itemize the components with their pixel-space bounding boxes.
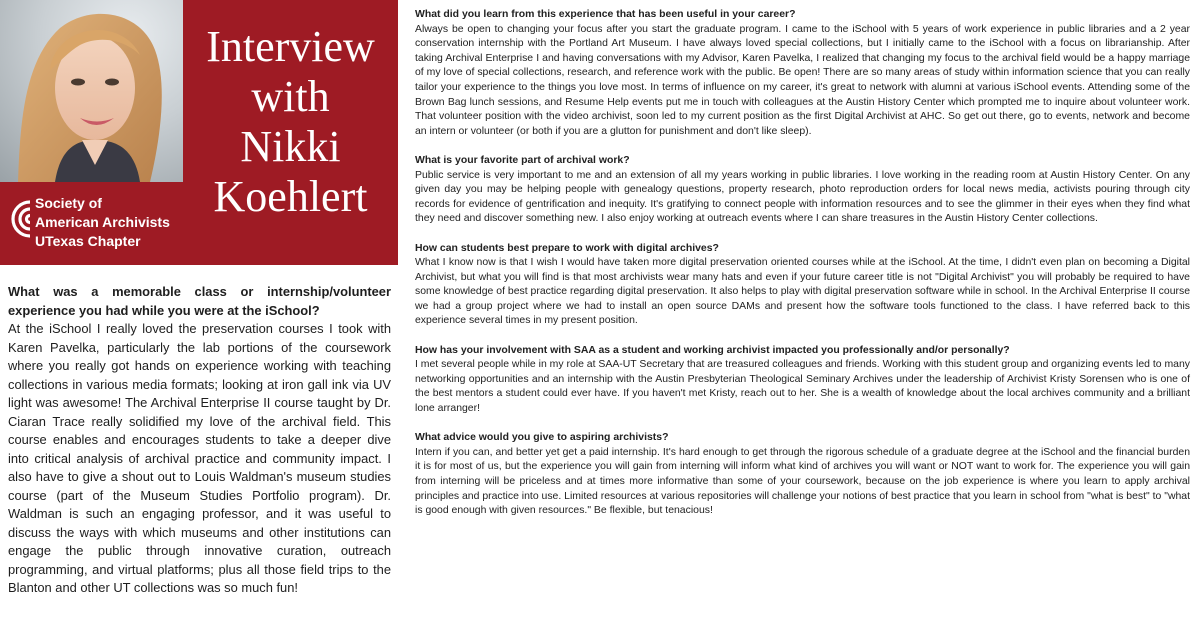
logo-line-2: American Archivists: [35, 214, 170, 230]
portrait-illustration: [0, 0, 183, 182]
left-question: What was a memorable class or internship/volunteer experience you had while you were at the iSchool?: [8, 284, 391, 318]
title-line-2: with: [251, 72, 330, 121]
answer-3: What I know now is that I wish I would have taken more digital preservation oriented courses while at the iSchool. At the time, I didn't even plan on becoming a Digital Archivist, but what you will find is that most archivists wear many hats and even if your future career title is not "Digital Archivist" you will probably be required to have some knowledge of best practice regarding digital preservation. It also helps to play with digital preservation software while in school. In the Archival Enterprise II course we had a group project where we had to install an open source DAMs and present how the software tools functioned to the class. I have referred back to this experience several times in my present position.: [415, 257, 1190, 327]
question-4: How has your involvement with SAA as a student and working archivist impacted you professionally and/or personally?: [415, 344, 1010, 356]
logo-line-3: UTexas Chapter: [35, 233, 141, 249]
answer-5: Intern if you can, and better yet get a paid internship. It's hard enough to get through the rigorous schedule of a graduate degree at the iSchool and the financial burden it is for most of us, but the experience you will gain from interning will inform what kind of archives you will want or NOT want to work for. The experience you will gain from interning will be priceless and at times more informative than some of your coursework, because on the job experience is where you learn to apply archival principles and practice into use. Limited resources at various repositories will challenge your notions of best practice that you learn in school from "what is best" to "what is good enough with given resources." Be flexible, but tenacious!: [415, 446, 1190, 517]
left-qa-block: [8, 283, 391, 598]
saa-logo: [8, 192, 183, 252]
header-banner: [0, 0, 398, 265]
title-line-4: Koehlert: [213, 172, 368, 221]
left-answer: At the iSchool I really loved the preservation courses I took with Karen Pavelka, particularly the lab portions of the coursework where you really got hands on experience working with teaching collections in various media formats; looking at iron gall ink via UV light was awesome! The Archival Enterprise II course taught by Dr. Ciaran Trace really solidified my love of the archival field. This course enables and encourages students to take a deeper dive into critical analysis of archival practice and community impact. I also have to give a shout out to Louis Waldman's museum studies course (part of the Museum Studies Portfolio program). Dr. Waldman is such an engaging professor, and it was useful to discuss the ways with which museums and other institutions can engage the public through innovative curation, outreach programming, and virtual platforms; plus all those field trips to the Blanton and other UT collections was so much fun!: [8, 321, 391, 595]
question-2: What is your favorite part of archival work?: [415, 154, 630, 166]
answer-2: Public service is very important to me and an extension of all my years working in public libraries. I love working in the reading room at Austin History Center. On any given day you may be helping people with genealogy questions, property research, photo reproduction orders for local news media, activists pouring through city records for evidence of gentrification and inequity. It's gratifying to connect people with information resources and to see the glimmer in their eyes when they find what they need and discover something new. I also enjoy working at outreach events where I can share treasures in the Austin History Center collections.: [415, 169, 1190, 225]
title-line-3: Nikki: [240, 122, 341, 171]
title-line-1: Interview: [206, 22, 375, 71]
question-5: What advice would you give to aspiring archivists?: [415, 432, 669, 444]
saa-logo-icon: [8, 196, 34, 242]
answer-4: I met several people while in my role at SAA-UT Secretary that are treasured colleagues and friends. Working with this student group and organizing events led to many networking opportunities and an internship with the Austin Presbyterian Theological Seminary Archives under the leadership of Archivist Kristy Sorensen who is one of the best mentors a student could ever have. If you haven't met Kristy, reach out to her. She is a wealth of knowledge about the local archives community and a brilliant lone arranger!: [415, 359, 1190, 415]
question-3: How can students best prepare to work with digital archives?: [415, 242, 719, 254]
saa-logo-text: [35, 194, 170, 251]
logo-line-1: Society of: [35, 195, 102, 211]
question-1: What did you learn from this experience that has been useful in your career?: [415, 9, 796, 20]
portrait-photo: [0, 0, 183, 182]
answer-1: Always be open to changing your focus after you start the graduate program. I came to the iSchool with 5 years of work experience in public libraries and a 2 year conservation internship with the Portland Art Museum. I have always loved special collections, but I initially came to the iSchool with a focus on librarianship. After taking Archival Enterprise I and having conversations with my Advisor, Karen Pavelka, I realized that changing my focus to the archival field would be a happy marriage of my love of special collections, research, and reference work with the public. Be open! There are so many areas of study within information science that you can really tailor your experience to the things you love most. In terms of influence on my career, it's great to network with alumni at various iSchool events. Attending some of the Brown Bag lunch sessions, and Resume Help events put me in touch with colleagues at the Austin History Center which prompted me to inquire about volunteer work. That volunteer position with the video archivist, soon led to my current position as the first Digital Archivist at AHC. So get out there, go to events, network and become an intern or volunteer (or both if you are a glutton for punishment and don't like sleep).: [415, 23, 1190, 137]
interview-title: [183, 22, 398, 222]
right-column: [415, 8, 1190, 519]
left-column: [0, 0, 398, 628]
